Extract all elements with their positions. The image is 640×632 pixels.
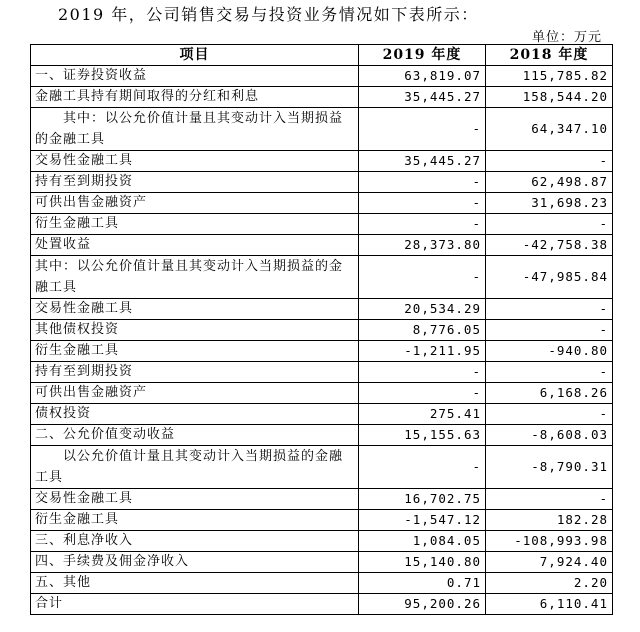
table-row [31, 404, 613, 425]
investment-income-table [30, 44, 613, 615]
value-2018: -108,993.98 [486, 531, 613, 552]
row-label: 持有至到期投资 [31, 172, 359, 193]
row-label: 衍生金融工具 [31, 341, 359, 362]
row-label: 一、证券投资收益 [31, 66, 359, 87]
row-label: 衍生金融工具 [31, 214, 359, 235]
value-2019: 35,445.27 [359, 87, 486, 108]
value-2018: 6,168.26 [486, 383, 613, 404]
table-row [31, 425, 613, 446]
value-2018: 6,110.41 [486, 594, 613, 615]
value-2018: 62,498.87 [486, 172, 613, 193]
value-2018: 64,347.10 [486, 108, 613, 151]
value-2018: - [486, 151, 613, 172]
value-2019: - [359, 193, 486, 214]
value-2019: 16,702.75 [359, 489, 486, 510]
value-2018: 31,698.23 [486, 193, 613, 214]
row-label: 可供出售金融资产 [31, 193, 359, 214]
value-2019: 20,534.29 [359, 299, 486, 320]
table-row [31, 341, 613, 362]
value-2019: - [359, 383, 486, 404]
table-row [31, 383, 613, 404]
value-2018: - [486, 362, 613, 383]
header-2018: 2018 年度 [486, 45, 613, 66]
table-row [31, 320, 613, 341]
value-2018: -940.80 [486, 341, 613, 362]
row-label: 交易性金融工具 [31, 489, 359, 510]
value-2019: 1,084.05 [359, 531, 486, 552]
value-2018: -8,608.03 [486, 425, 613, 446]
row-label: 四、手续费及佣金净收入 [31, 552, 359, 573]
value-2018: - [486, 404, 613, 425]
value-2019: 95,200.26 [359, 594, 486, 615]
value-2018: 2.20 [486, 573, 613, 594]
value-2019: - [359, 446, 486, 489]
row-label: 其中：以公允价值计量且其变动计入当期损益的金融工具 [31, 256, 359, 299]
table-row [31, 193, 613, 214]
table-row [31, 594, 613, 615]
row-label: 可供出售金融资产 [31, 383, 359, 404]
row-label: 金融工具持有期间取得的分红和利息 [31, 87, 359, 108]
value-2019: 35,445.27 [359, 151, 486, 172]
value-2019: 8,776.05 [359, 320, 486, 341]
row-label: 二、公允价值变动收益 [31, 425, 359, 446]
value-2019: 63,819.07 [359, 66, 486, 87]
value-2018: -8,790.31 [486, 446, 613, 489]
value-2018: 182.28 [486, 510, 613, 531]
value-2019: -1,211.95 [359, 341, 486, 362]
value-2019: - [359, 172, 486, 193]
row-label: 其他债权投资 [31, 320, 359, 341]
table-row [31, 214, 613, 235]
value-2018: - [486, 320, 613, 341]
table-row [31, 362, 613, 383]
header-2019: 2019 年度 [359, 45, 486, 66]
value-2018: - [486, 489, 613, 510]
row-label: 债权投资 [31, 404, 359, 425]
row-label: 持有至到期投资 [31, 362, 359, 383]
value-2018: 7,924.40 [486, 552, 613, 573]
table-row [31, 299, 613, 320]
value-2019: - [359, 256, 486, 299]
table-row [31, 172, 613, 193]
value-2019: 28,373.80 [359, 235, 486, 256]
table-row [31, 108, 613, 151]
value-2018: -42,758.38 [486, 235, 613, 256]
value-2019: 15,140.80 [359, 552, 486, 573]
row-label: 交易性金融工具 [31, 151, 359, 172]
row-label: 三、利息净收入 [31, 531, 359, 552]
value-2018: - [486, 299, 613, 320]
value-2018: -47,985.84 [486, 256, 613, 299]
value-2019: - [359, 362, 486, 383]
row-label: 交易性金融工具 [31, 299, 359, 320]
value-2019: 15,155.63 [359, 425, 486, 446]
table-row [31, 256, 613, 299]
row-label: 五、其他 [31, 573, 359, 594]
value-2019: - [359, 108, 486, 151]
table-row [31, 510, 613, 531]
row-label: 以公允价值计量且其变动计入当期损益的金融工具 [31, 446, 359, 489]
table-row [31, 66, 613, 87]
table-row [31, 552, 613, 573]
value-2018: 115,785.82 [486, 66, 613, 87]
value-2019: 0.71 [359, 573, 486, 594]
table-row [31, 573, 613, 594]
table-row [31, 489, 613, 510]
table-row [31, 151, 613, 172]
value-2018: 158,544.20 [486, 87, 613, 108]
row-label: 合计 [31, 594, 359, 615]
table-row [31, 87, 613, 108]
table-header-row [31, 45, 613, 66]
header-item: 项目 [31, 45, 359, 66]
unit-label: 单位：万元 [531, 30, 602, 45]
table-row [31, 446, 613, 489]
table-row [31, 235, 613, 256]
intro-text: 2019 年，公司销售交易与投资业务情况如下表所示： [58, 5, 479, 24]
value-2019: -1,547.12 [359, 510, 486, 531]
row-label: 其中：以公允价值计量且其变动计入当期损益的金融工具 [31, 108, 359, 151]
value-2019: - [359, 214, 486, 235]
row-label: 衍生金融工具 [31, 510, 359, 531]
row-label: 处置收益 [31, 235, 359, 256]
value-2019: 275.41 [359, 404, 486, 425]
value-2018: - [486, 214, 613, 235]
table-row [31, 531, 613, 552]
